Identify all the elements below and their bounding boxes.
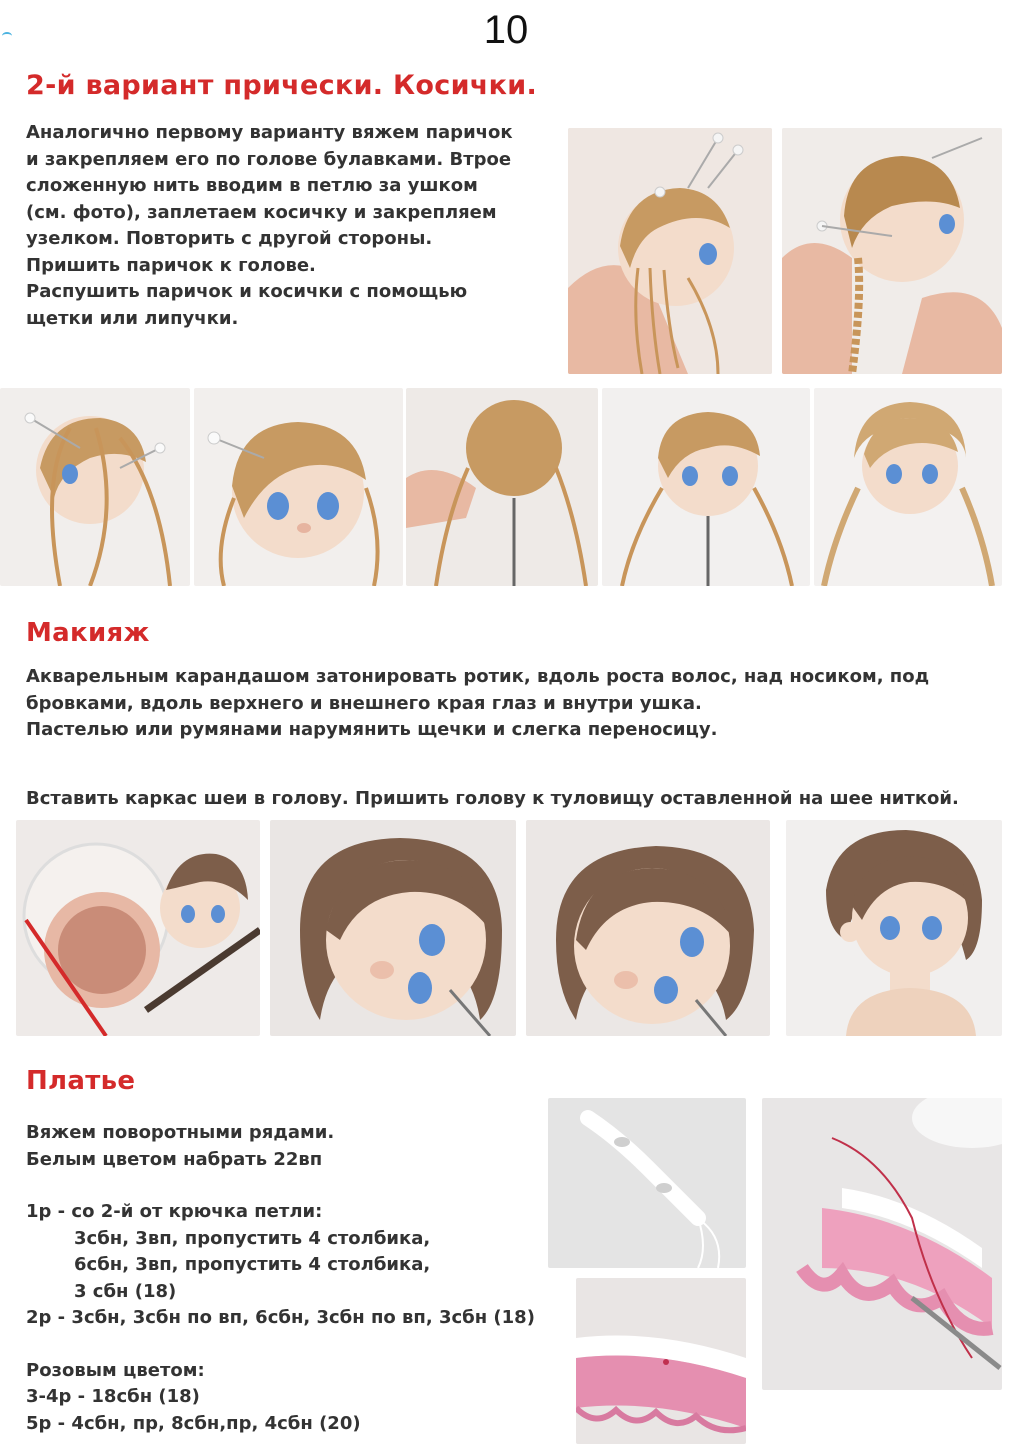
photo-step-2 [194, 388, 403, 586]
photo-pink-ruffle [762, 1098, 1002, 1390]
text-line: бровками, вдоль верхнего и внешнего края глаз и внутри ушка. [26, 692, 702, 714]
text-line: щетки или липучки. [26, 307, 239, 329]
makeup-title: Макияж [26, 618, 150, 648]
photo-step-4 [602, 388, 810, 586]
photo-makeup-tools [16, 820, 260, 1036]
photo-step-5 [814, 388, 1002, 586]
text-line: Розовым цветом: [26, 1359, 205, 1381]
braids-title: 2-й вариант прически. Косички. [26, 70, 538, 101]
text-line: Вяжем поворотными рядами. [26, 1122, 335, 1143]
photo-step-1 [0, 388, 190, 586]
text-line: 2р - 3сбн, 3сбн по вп, 6сбн, 3сбн по вп, 3сбн (18) [26, 1307, 535, 1328]
text-line: Пастелью или румянами нарумянить щечки и слегка переносицу. [26, 719, 718, 740]
text-line: 3сбн, 3вп, пропустить 4 столбика, [74, 1227, 431, 1249]
text-line: 6сбн, 3вп, пропустить 4 столбика, [74, 1254, 431, 1275]
text-line: Распушить паричок и косички с помощью [26, 281, 468, 302]
makeup-text [26, 664, 929, 744]
text-line: 3 сбн (18) [74, 1280, 177, 1302]
neck-instruction: Вставить каркас шеи в голову. Пришить голову к туловищу оставленной на шее ниткой. [26, 788, 959, 809]
photo-head-attached [786, 820, 1002, 1036]
text-line: 5р - 4сбн, пр, 8сбн,пр, 4сбн (20) [26, 1412, 361, 1434]
dress-title: Платье [26, 1066, 136, 1096]
text-line: Акварельным карандашом затонировать ротик, вдоль роста волос, над носиком, под [26, 666, 930, 687]
text-line: узелком. Повторить с другой стороны. [26, 228, 433, 249]
blank-line [26, 1332, 535, 1358]
text-line: 1р - со 2-й от крючка петли: [26, 1201, 323, 1222]
page-number: 10 [483, 8, 529, 52]
blank-line [26, 1173, 535, 1199]
text-line: Пришить паричок к голове. [26, 254, 316, 276]
photo-wig-pinned-front [568, 128, 772, 374]
braids-text [26, 120, 513, 332]
text-line: Белым цветом набрать 22вп [26, 1148, 323, 1170]
text-line: (см. фото), заплетаем косичку и закрепляем [26, 201, 497, 223]
text-line: сложенную нить вводим в петлю за ушком [26, 175, 478, 196]
photo-step-3 [406, 388, 598, 586]
photo-white-chain [548, 1098, 746, 1268]
text-line: и закрепляем его по голове булавками. Втрое [26, 148, 512, 170]
text-line: 3-4р - 18сбн (18) [26, 1386, 200, 1407]
text-line: Аналогично первому варианту вяжем паричок [26, 122, 513, 143]
photo-pink-rows [576, 1278, 746, 1444]
dress-text [26, 1120, 535, 1437]
photo-makeup-angle [526, 820, 770, 1036]
photo-makeup-front [270, 820, 516, 1036]
photo-braid-side [782, 128, 1002, 374]
